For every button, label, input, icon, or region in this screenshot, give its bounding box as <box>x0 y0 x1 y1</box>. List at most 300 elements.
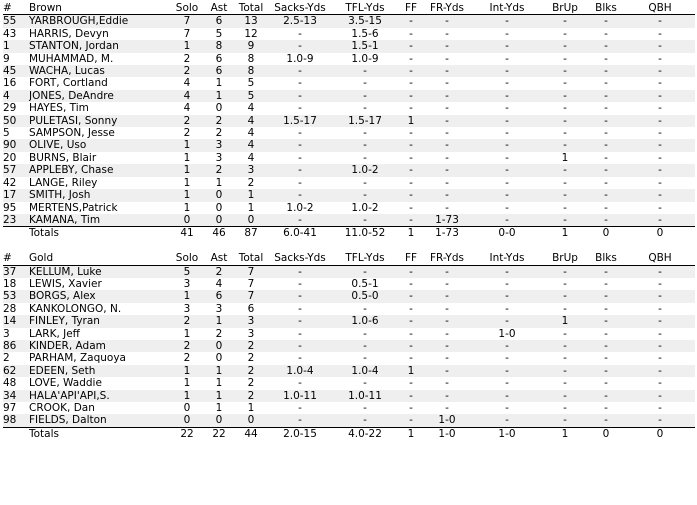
player-row <box>3 115 695 127</box>
player-brup: - <box>563 401 567 414</box>
player-qbh: - <box>625 65 695 77</box>
player-int-yds: - <box>471 164 543 176</box>
player-tfl-yds: 1.0-2 <box>331 164 399 176</box>
player-total: 3 <box>233 315 269 327</box>
player-number: 28 <box>3 302 17 315</box>
player-row <box>3 65 695 77</box>
header-solo: Solo <box>169 2 205 15</box>
player-qbh: - <box>625 265 695 278</box>
player-total: 2 <box>247 377 255 390</box>
header-qbh: QBH <box>625 2 695 15</box>
player-ff: - <box>409 77 413 90</box>
player-solo: 0 <box>183 401 191 414</box>
player-total: 4 <box>247 151 255 164</box>
player-name: HAYES, Tim <box>29 102 89 115</box>
player-ff: - <box>399 139 423 151</box>
player-fr-yds: - <box>423 365 471 377</box>
header-sacks-yds: Sacks-Yds <box>269 252 331 265</box>
player-row <box>3 152 695 164</box>
player-solo: 2 <box>183 352 191 365</box>
player-name: MUHAMMAD, M. <box>29 52 114 65</box>
player-total: 0 <box>233 414 269 427</box>
player-blks: - <box>587 139 625 151</box>
totals-int-yds: 0-0 <box>471 227 543 240</box>
player-name: FINLEY, Tyran <box>29 315 169 327</box>
player-number: 90 <box>3 139 29 151</box>
player-blks: - <box>587 90 625 102</box>
player-sacks-yds: 1.0-9 <box>286 52 314 65</box>
player-brup: - <box>563 127 567 140</box>
player-qbh: - <box>658 176 662 189</box>
player-int-yds: - <box>505 102 509 115</box>
player-ff: 1 <box>399 115 423 127</box>
player-row <box>3 402 695 414</box>
player-blks: - <box>587 40 625 52</box>
player-name: BORGS, Alex <box>29 290 169 302</box>
player-row <box>3 303 695 315</box>
player-fr-yds: - <box>445 277 449 290</box>
player-ast: 0 <box>205 214 233 227</box>
player-blks: - <box>587 340 625 352</box>
header-total: Total <box>233 2 269 15</box>
player-int-yds: - <box>505 277 509 290</box>
player-number: 45 <box>3 65 29 77</box>
player-number: 23 <box>3 214 29 227</box>
player-ast: 2 <box>215 327 223 340</box>
player-number: 57 <box>3 164 29 176</box>
player-brup: - <box>543 414 587 427</box>
player-fr-yds: - <box>445 352 449 365</box>
header-fr-yds: FR-Yds <box>423 2 471 15</box>
player-name: STANTON, Jordan <box>29 40 169 52</box>
totals-row <box>3 227 695 240</box>
player-sacks-yds: 1.5-17 <box>269 115 331 127</box>
totals-solo: 22 <box>169 427 205 440</box>
player-tfl-yds: - <box>331 414 399 427</box>
player-int-yds: - <box>505 201 509 214</box>
player-number: 86 <box>3 340 29 352</box>
player-brup: - <box>563 102 567 115</box>
player-number: 53 <box>3 290 29 302</box>
player-fr-yds: - <box>423 115 471 127</box>
player-blks: - <box>587 414 625 427</box>
player-number: 98 <box>3 414 29 427</box>
player-name: LOVE, Waddie <box>29 377 102 390</box>
player-row <box>3 28 695 40</box>
totals-int-yds: 1-0 <box>471 427 543 440</box>
player-qbh: - <box>625 139 695 151</box>
player-total: 5 <box>233 90 269 102</box>
player-sacks-yds: - <box>298 77 302 90</box>
player-tfl-yds: - <box>331 189 399 201</box>
player-ff: - <box>409 176 413 189</box>
player-blks: - <box>587 390 625 402</box>
player-blks: - <box>587 15 625 28</box>
player-ff: - <box>399 189 423 201</box>
player-solo: 4 <box>183 77 191 90</box>
player-qbh: - <box>658 302 662 315</box>
player-int-yds: - <box>471 390 543 402</box>
player-ast: 2 <box>215 127 223 140</box>
player-blks: - <box>604 102 608 115</box>
player-number: 29 <box>3 102 17 115</box>
player-name: PARHAM, Zaquoya <box>29 352 126 365</box>
player-fr-yds: - <box>445 77 449 90</box>
player-name: MERTENS,Patrick <box>29 201 118 214</box>
player-tfl-yds: - <box>363 401 367 414</box>
player-blks: - <box>587 164 625 176</box>
player-fr-yds: - <box>423 189 471 201</box>
player-row <box>3 127 695 139</box>
player-number: 50 <box>3 115 29 127</box>
player-number: 2 <box>3 352 10 365</box>
player-brup: - <box>563 201 567 214</box>
player-sacks-yds: - <box>298 127 302 140</box>
player-name: LANGE, Riley <box>29 176 98 189</box>
player-sacks-yds: - <box>298 151 302 164</box>
player-ff: - <box>399 15 423 28</box>
player-brup: 1 <box>561 151 569 164</box>
team-name: Brown <box>29 2 169 15</box>
player-solo: 1 <box>183 377 191 390</box>
player-fr-yds: - <box>445 176 449 189</box>
player-int-yds: - <box>471 265 543 278</box>
player-ast: 0 <box>205 189 233 201</box>
player-solo: 3 <box>183 277 191 290</box>
player-name: LEWIS, Xavier <box>29 277 102 290</box>
player-ast: 1 <box>205 365 233 377</box>
player-ast: 0 <box>215 102 223 115</box>
totals-sacks-yds: 6.0-41 <box>269 227 331 240</box>
totals-total: 87 <box>233 227 269 240</box>
player-solo: 1 <box>183 327 191 340</box>
player-sacks-yds: 1.0-11 <box>269 390 331 402</box>
player-fr-yds: - <box>445 151 449 164</box>
player-ff: - <box>399 265 423 278</box>
player-total: 1 <box>247 201 255 214</box>
player-solo: 1 <box>169 189 205 201</box>
player-number: 20 <box>3 151 17 164</box>
player-ff: - <box>399 390 423 402</box>
player-number: 17 <box>3 189 29 201</box>
player-int-yds: - <box>471 65 543 77</box>
player-fr-yds: - <box>423 265 471 278</box>
header-number: # <box>3 252 29 265</box>
player-tfl-yds: 1.0-4 <box>331 365 399 377</box>
player-number: 97 <box>3 401 17 414</box>
player-solo: 2 <box>169 315 205 327</box>
player-name: HARRIS, Devyn <box>29 27 109 40</box>
player-solo: 2 <box>183 52 191 65</box>
stats-table <box>3 2 695 440</box>
player-tfl-yds: - <box>363 176 367 189</box>
player-ff: - <box>399 315 423 327</box>
player-ast: 3 <box>205 139 233 151</box>
totals-qbh: 0 <box>625 427 695 440</box>
player-total: 8 <box>247 52 255 65</box>
player-fr-yds: - <box>423 90 471 102</box>
player-ff: - <box>399 40 423 52</box>
player-sacks-yds: - <box>298 277 302 290</box>
player-ff: - <box>399 65 423 77</box>
totals-solo: 41 <box>169 227 205 240</box>
player-fr-yds: - <box>445 302 449 315</box>
player-int-yds: - <box>471 40 543 52</box>
player-tfl-yds: - <box>363 302 367 315</box>
header-total: Total <box>233 252 269 265</box>
player-qbh: - <box>625 214 695 227</box>
player-brup: - <box>543 365 587 377</box>
player-sacks-yds: 1.0-2 <box>286 201 314 214</box>
player-number: 48 <box>3 377 17 390</box>
header-ast: Ast <box>205 2 233 15</box>
header-qbh: QBH <box>625 252 695 265</box>
player-fr-yds: - <box>423 15 471 28</box>
player-row <box>3 328 695 340</box>
totals-ff: 1 <box>399 227 423 240</box>
player-blks: - <box>587 115 625 127</box>
player-total: 8 <box>233 65 269 77</box>
player-qbh: - <box>658 201 662 214</box>
player-tfl-yds: - <box>363 352 367 365</box>
header-int-yds: Int-Yds <box>471 2 543 15</box>
player-ast: 2 <box>205 115 233 127</box>
player-brup: - <box>543 40 587 52</box>
header-number: # <box>3 2 29 15</box>
player-int-yds: - <box>505 52 509 65</box>
player-qbh: - <box>658 352 662 365</box>
header-fr-yds: FR-Yds <box>423 252 471 265</box>
player-number: 14 <box>3 315 29 327</box>
player-total: 1 <box>247 401 255 414</box>
player-solo: 2 <box>169 340 205 352</box>
player-ast: 6 <box>205 65 233 77</box>
player-qbh: - <box>625 315 695 327</box>
player-brup: - <box>543 139 587 151</box>
player-tfl-yds: - <box>331 65 399 77</box>
player-qbh: - <box>625 164 695 176</box>
player-ast: 3 <box>215 151 223 164</box>
player-number: 34 <box>3 390 29 402</box>
player-qbh: - <box>625 414 695 427</box>
player-int-yds: - <box>471 139 543 151</box>
totals-name: Totals <box>29 427 169 440</box>
player-fr-yds: - <box>423 139 471 151</box>
player-name: LARK, Jeff <box>29 327 80 340</box>
player-brup: - <box>563 27 567 40</box>
player-total: 4 <box>233 115 269 127</box>
header-blks: Blks <box>587 2 625 15</box>
player-ast: 1 <box>205 390 233 402</box>
player-ff: - <box>399 164 423 176</box>
header-tfl-yds: TFL-Yds <box>331 2 399 15</box>
player-name: FORT, Cortland <box>29 77 108 90</box>
player-name: SMITH, Josh <box>29 189 169 201</box>
player-row <box>3 214 695 227</box>
player-blks: - <box>604 52 608 65</box>
player-fr-yds: - <box>445 327 449 340</box>
player-fr-yds: - <box>423 340 471 352</box>
player-int-yds: - <box>505 377 509 390</box>
player-int-yds: - <box>505 176 509 189</box>
player-solo: 1 <box>169 139 205 151</box>
player-number: 16 <box>3 77 17 90</box>
player-number: 5 <box>3 127 10 140</box>
player-blks: - <box>587 189 625 201</box>
player-blks: - <box>604 176 608 189</box>
header-ff: FF <box>399 252 423 265</box>
player-tfl-yds: - <box>331 90 399 102</box>
player-row <box>3 365 695 377</box>
player-ff: - <box>409 127 413 140</box>
player-qbh: - <box>658 127 662 140</box>
player-sacks-yds: - <box>269 139 331 151</box>
player-sacks-yds: - <box>298 377 302 390</box>
player-int-yds: - <box>471 189 543 201</box>
player-tfl-yds: 1.0-2 <box>351 201 379 214</box>
player-blks: - <box>604 151 608 164</box>
player-fr-yds: - <box>445 401 449 414</box>
player-name: APPLEBY, Chase <box>29 164 169 176</box>
player-solo: 2 <box>169 115 205 127</box>
player-sacks-yds: - <box>269 40 331 52</box>
player-qbh: - <box>625 390 695 402</box>
player-total: 4 <box>247 127 255 140</box>
player-fr-yds: - <box>445 27 449 40</box>
totals-blks: 0 <box>587 227 625 240</box>
player-total: 5 <box>247 77 255 90</box>
player-int-yds: 1-0 <box>498 327 516 340</box>
player-brup: - <box>543 90 587 102</box>
player-solo: 1 <box>183 151 191 164</box>
player-solo: 1 <box>183 176 191 189</box>
player-solo: 4 <box>169 90 205 102</box>
player-row <box>3 278 695 290</box>
player-row <box>3 189 695 201</box>
player-number: 43 <box>3 27 17 40</box>
player-qbh: - <box>625 340 695 352</box>
totals-total: 44 <box>233 427 269 440</box>
player-ast: 8 <box>205 40 233 52</box>
player-sacks-yds: - <box>298 302 302 315</box>
player-row <box>3 290 695 302</box>
stats-table-body <box>3 2 695 440</box>
player-ff: - <box>409 401 413 414</box>
player-row <box>3 352 695 364</box>
player-row <box>3 177 695 189</box>
player-ast: 1 <box>215 77 223 90</box>
player-ff: - <box>409 52 413 65</box>
player-tfl-yds: 1.5-1 <box>331 40 399 52</box>
player-blks: - <box>587 315 625 327</box>
player-total: 4 <box>233 139 269 151</box>
player-ff: - <box>409 352 413 365</box>
player-ff: - <box>409 27 413 40</box>
player-int-yds: - <box>471 340 543 352</box>
player-solo: 7 <box>183 27 191 40</box>
player-brup: - <box>563 77 567 90</box>
player-ast: 4 <box>215 277 223 290</box>
player-sacks-yds: - <box>269 414 331 427</box>
team-header-row <box>3 2 695 15</box>
header-blks: Blks <box>587 252 625 265</box>
player-qbh: - <box>625 90 695 102</box>
defensive-stats <box>3 2 695 440</box>
player-sacks-yds: - <box>298 352 302 365</box>
player-blks: - <box>604 352 608 365</box>
player-blks: - <box>604 327 608 340</box>
player-sacks-yds: - <box>269 189 331 201</box>
player-number: 37 <box>3 265 29 278</box>
player-qbh: - <box>658 151 662 164</box>
player-brup: - <box>543 340 587 352</box>
totals-ff: 1 <box>399 427 423 440</box>
player-int-yds: - <box>471 414 543 427</box>
player-int-yds: - <box>471 90 543 102</box>
player-total: 2 <box>233 340 269 352</box>
player-int-yds: - <box>471 214 543 227</box>
player-number: 9 <box>3 52 10 65</box>
player-brup: - <box>563 352 567 365</box>
player-int-yds: - <box>505 127 509 140</box>
player-blks: - <box>587 365 625 377</box>
player-sacks-yds: 1.0-4 <box>269 365 331 377</box>
player-solo: 1 <box>169 290 205 302</box>
team-header-row <box>3 252 695 265</box>
player-ast: 6 <box>205 15 233 28</box>
player-total: 7 <box>247 277 255 290</box>
player-sacks-yds: - <box>269 290 331 302</box>
player-row <box>3 390 695 402</box>
player-sacks-yds: - <box>298 176 302 189</box>
player-name: FIELDS, Dalton <box>29 414 169 427</box>
player-qbh: - <box>658 102 662 115</box>
player-brup: - <box>563 377 567 390</box>
player-row <box>3 53 695 65</box>
player-sacks-yds: - <box>269 164 331 176</box>
player-tfl-yds: - <box>331 139 399 151</box>
player-ast: 1 <box>205 90 233 102</box>
player-sacks-yds: - <box>269 315 331 327</box>
player-tfl-yds: 1.5-17 <box>331 115 399 127</box>
player-name: KINDER, Adam <box>29 340 169 352</box>
player-blks: - <box>604 27 608 40</box>
player-brup: - <box>543 265 587 278</box>
player-sacks-yds: - <box>298 327 302 340</box>
player-brup: - <box>563 327 567 340</box>
player-total: 12 <box>244 27 258 40</box>
player-name: JONES, DeAndre <box>29 90 169 102</box>
player-solo: 1 <box>169 365 205 377</box>
player-brup: - <box>563 52 567 65</box>
player-ff: - <box>399 340 423 352</box>
player-brup: - <box>543 164 587 176</box>
player-row <box>3 77 695 89</box>
totals-row <box>3 427 695 440</box>
player-int-yds: - <box>471 315 543 327</box>
player-solo: 7 <box>169 15 205 28</box>
player-int-yds: - <box>505 77 509 90</box>
player-tfl-yds: 0.5-0 <box>331 290 399 302</box>
player-tfl-yds: - <box>331 214 399 227</box>
player-ff: - <box>409 102 413 115</box>
player-number: 55 <box>3 15 29 28</box>
player-int-yds: - <box>505 151 509 164</box>
player-tfl-yds: - <box>363 102 367 115</box>
totals-brup: 1 <box>543 427 587 440</box>
player-sacks-yds: - <box>298 27 302 40</box>
player-brup: - <box>543 390 587 402</box>
